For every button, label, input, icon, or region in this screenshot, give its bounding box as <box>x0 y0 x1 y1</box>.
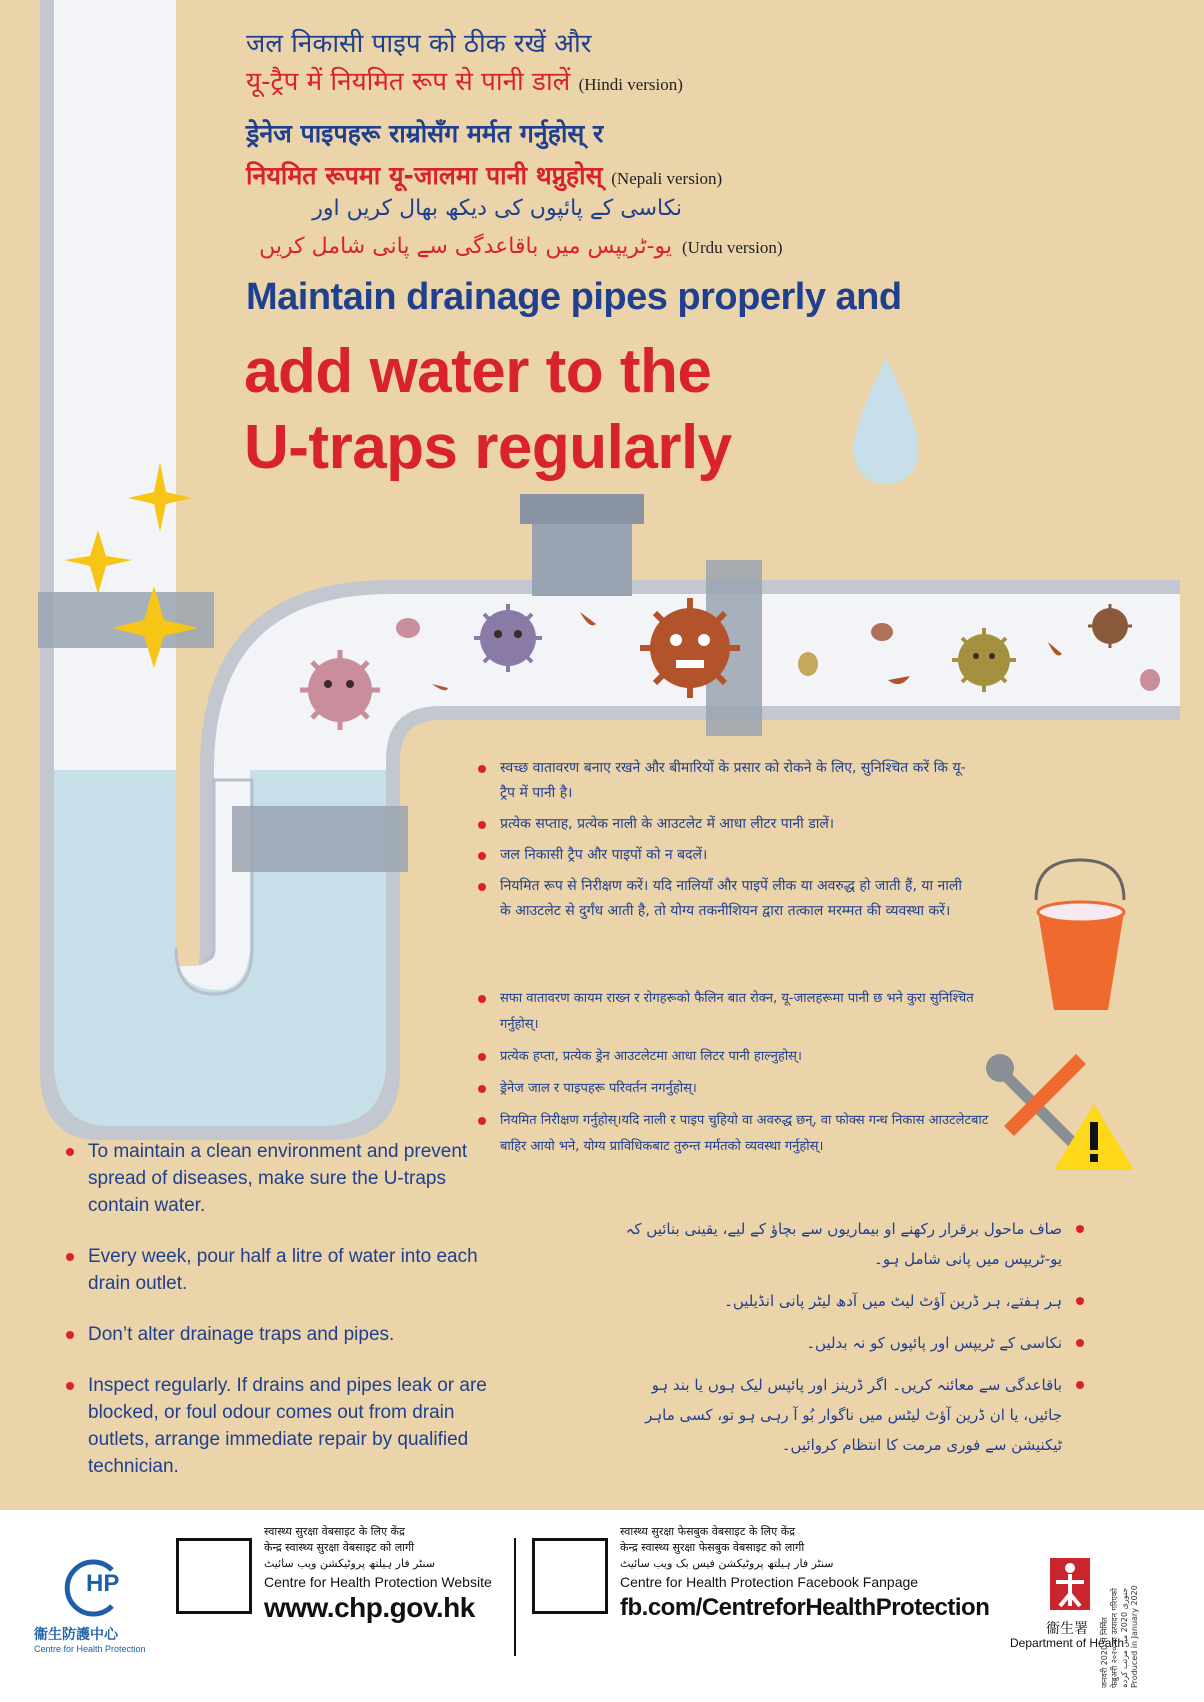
list-item: Every week, pour half a litre of water into each drain outlet. <box>64 1243 504 1297</box>
list-item: Don’t alter drainage traps and pipes. <box>64 1321 504 1348</box>
pipe-stub-cap <box>520 494 644 524</box>
list-item: नियमित निरीक्षण गर्नुहोस्।यदि नाली र पाइप चुहियो वा अवरुद्ध छन्, वा फोक्स गन्ध निकास आउटलेटबाट बाहिर आयो भने, योग्य प्राविधिकबाट तुरुन्त मर्मतको व्यवस्था गर्नुहोस्। <box>476 1108 996 1160</box>
water-drop-icon <box>854 358 919 484</box>
qr-code-icon[interactable] <box>176 1538 252 1614</box>
web-label-hindi: स्वास्थ्य सुरक्षा वेबसाइट के लिए केंद्र <box>264 1525 405 1538</box>
list-item: प्रत्येक हप्ता, प्रत्येक ड्रेन आउटलेटमा आधा लिटर पानी हाल्नुहोस्। <box>476 1044 996 1070</box>
hindi-points <box>476 756 976 930</box>
web-label-nepali: केन्द्र स्वास्थ्य सुरक्षा वेबसाइट को लागी <box>264 1541 415 1554</box>
urdu-version-tag: (Urdu version) <box>682 238 783 257</box>
germ-icon <box>300 650 380 730</box>
screwdriver-icon <box>1004 1054 1086 1136</box>
list-item: نکاسی کے ٹریپس اور پائپوں کو نہ بدلیں۔ <box>596 1328 1086 1358</box>
nepali-points <box>476 986 996 1166</box>
list-item: ड्रेनेज जाल र पाइपहरू परिवर्तन नगर्नुहोस्। <box>476 1076 996 1102</box>
pipe-coupling <box>38 592 214 648</box>
germ-icon <box>640 598 740 698</box>
chp-name-zh: 衞生防護中心 <box>34 1627 118 1643</box>
list-item: जल निकासी ट्रैप और पाइपों को न बदलें। <box>476 843 976 868</box>
fb-label-english: Centre for Health Protection Facebook Fanpage <box>620 1574 919 1590</box>
chp-facebook-link[interactable]: fb.com/CentreforHealthProtection <box>620 1594 990 1621</box>
fb-label-nepali: केन्द्र स्वास्थ्य सुरक्षा फेसबुक वेबसाइट को लागी <box>620 1541 805 1554</box>
list-item: प्रत्येक सप्ताह, प्रत्येक नाली के आउटलेट में आधा लीटर पानी डालें। <box>476 812 976 837</box>
urdu-title-line1: نکاسی کے پائپوں کی دیکھ بھال کریں اور <box>312 196 682 221</box>
list-item: To maintain a clean environment and prevent spread of diseases, make sure the U-traps contain water. <box>64 1138 504 1219</box>
list-item: صاف ماحول برقرار رکھنے او بیماریوں سے بچاؤ کے لیے، یقینی بنائیں کہ یو-ٹریپس میں پانی شامل ہو۔ <box>596 1214 1086 1274</box>
doh-name-en: Department of Health <box>1010 1636 1125 1650</box>
web-label-english: Centre for Health Protection Website <box>264 1574 492 1590</box>
germ-icon <box>474 604 542 672</box>
qr-code-icon[interactable] <box>532 1538 608 1614</box>
english-main-title <box>244 334 732 486</box>
produced-english: Produced in January 2020 <box>1130 1585 1139 1688</box>
fb-label-hindi: स्वास्थ्य सुरक्षा फेसबुक वेबसाइट के लिए केंद्र <box>620 1525 795 1538</box>
list-item: स्वच्छ वातावरण बनाए रखने और बीमारियों के प्रसार को रोकने के लिए, सुनिश्चित करें कि यू-ट्रैप में पानी है। <box>476 756 976 806</box>
list-item: नियमित रूप से निरीक्षण करें। यदि नालियाँ और पाइपें लीक या अवरुद्ध हो जाती हैं, या नाली के आउटलेट से दुर्गंध आती है, तो योग्य तकनीशियन द्वारा तत्काल मरम्मत की व्यवस्था करें। <box>476 874 976 924</box>
bucket-icon <box>1036 860 1124 1010</box>
hindi-title-line2: यू-ट्रैप में नियमित रूप से पानी डालें (Hindi version) <box>246 67 683 97</box>
pipe-coupling <box>232 806 408 872</box>
urdu-points <box>596 1214 1086 1472</box>
hindi-title-line1: जल निकासी पाइप को ठीक रखें और <box>246 29 592 59</box>
produced-nepali: फेब्रुअरी २०२० मा उत्पादन गरिएको <box>1110 1588 1119 1688</box>
chp-logo-text: HP <box>86 1570 120 1597</box>
english-main-title-line1: add water to the <box>244 337 712 406</box>
fb-label-urdu: سنٹر فار ہیلتھ پروٹیکشن فیس بک ویب سائیٹ <box>620 1557 834 1570</box>
web-label-urdu: سنٹر فار ہیلتھ پروٹیکشن ویب سائیٹ <box>264 1557 436 1570</box>
produced-urdu: جنوری 2020 میں مرتب کردہ <box>1120 1587 1129 1688</box>
english-subtitle: Maintain drainage pipes properly and <box>246 276 902 318</box>
list-item: باقاعدگی سے معائنہ کریں۔ اگر ڈرینز اور پائپس لیک ہوں یا بند ہو جائیں، یا ان ڈرین آؤٹ لیٹس میں ناگوار بُو آ رہی ہو تو، کسی ماہر ٹیکنیشن سے فوری مرمت کا انتظام کروائیں۔ <box>596 1370 1086 1460</box>
list-item: सफा वातावरण कायम राख्न र रोगहरूको फैलिन बात रोक्न, यू-जालहरूमा पानी छ भने कुरा सुनिश्चित गर्नुहोस्। <box>476 986 996 1038</box>
doh-name-zh: 衞生署 <box>1046 1621 1088 1637</box>
list-item: Inspect regularly. If drains and pipes leak or are blocked, or foul odour comes out from drain outlets, arrange immediate repair by qualified technician. <box>64 1372 504 1480</box>
produced-date <box>1100 1498 1140 1688</box>
nepali-title-line1: ड्रेनेज पाइपहरू राम्रोसँग मर्मत गर्नुहोस् र <box>246 119 604 148</box>
english-main-title-line2: U-traps regularly <box>244 413 732 482</box>
english-points <box>64 1138 504 1504</box>
hindi-version-tag: (Hindi version) <box>578 75 683 94</box>
footer <box>0 1510 1204 1702</box>
urdu-title-line2: یو-ٹریپس میں باقاعدگی سے پانی شامل کریں <box>259 234 672 259</box>
chp-website-link[interactable]: www.chp.gov.hk <box>264 1592 475 1623</box>
footer-divider <box>514 1538 516 1656</box>
doh-logo-icon <box>1050 1558 1090 1610</box>
list-item: ہر ہفتے، ہر ڈرین آؤٹ لیٹ میں آدھ لیٹر پانی انڈیلیں۔ <box>596 1286 1086 1316</box>
produced-hindi: जनवरी 2020 में निर्मित <box>1100 1617 1109 1688</box>
chp-name-en: Centre for Health Protection <box>34 1644 146 1654</box>
nepali-title-line2: नियमित रूपमा यू-जालमा पानी थप्नुहोस् (Nepali version) <box>246 161 723 190</box>
nepali-version-tag: (Nepali version) <box>611 169 723 188</box>
